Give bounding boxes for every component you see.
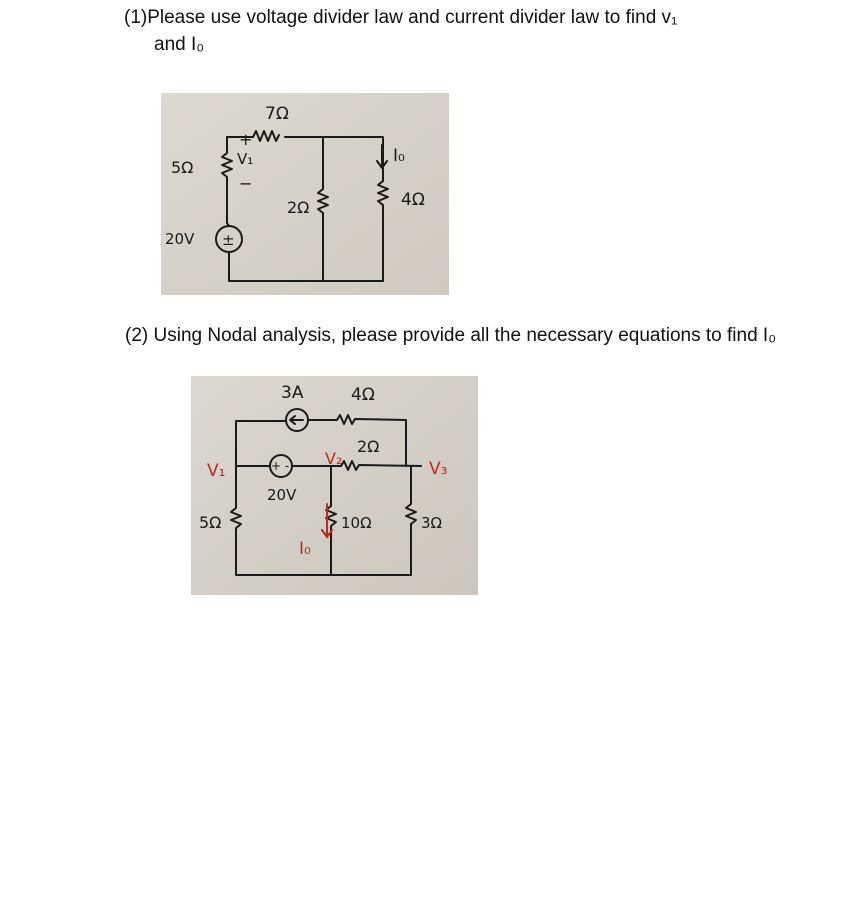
label-5-ohm: 5Ω bbox=[199, 513, 222, 532]
label-io: I₀ bbox=[393, 146, 405, 166]
question-2-text: (2) Using Nodal analysis, please provide all the necessary equations to find I₀ bbox=[125, 325, 777, 346]
label-v1: V₁ bbox=[207, 461, 226, 481]
circuit-1-drawing bbox=[161, 93, 449, 295]
label-plus: + bbox=[239, 130, 253, 149]
label-4-ohm: 4Ω bbox=[351, 385, 375, 405]
label-20v: 20V bbox=[165, 230, 195, 248]
label-v3: V₃ bbox=[429, 459, 448, 479]
label-10-ohm: 10Ω bbox=[341, 514, 372, 532]
circuit-1-photo bbox=[161, 93, 449, 295]
circuit-2-photo bbox=[191, 376, 478, 595]
label-20v: 20V bbox=[267, 486, 297, 504]
label-v2: V₂ bbox=[325, 449, 343, 468]
question-1-text bbox=[124, 4, 824, 58]
label-5-ohm: 5Ω bbox=[171, 158, 194, 177]
label-3-ohm: 3Ω bbox=[421, 514, 443, 532]
circuit-2-drawing bbox=[191, 376, 478, 595]
label-2-ohm: 2Ω bbox=[287, 198, 310, 217]
label-2-ohm: 2Ω bbox=[357, 437, 380, 456]
label-minus: − bbox=[239, 174, 253, 193]
source-sign: ± bbox=[222, 231, 235, 249]
question-1-line-1: (1)Please use voltage divider law and current divider law to find v₁ bbox=[124, 7, 678, 28]
question-1-line-2: and I₀ bbox=[154, 34, 205, 55]
label-4-ohm: 4Ω bbox=[401, 190, 425, 210]
label-io: I₀ bbox=[299, 539, 311, 559]
label-3a: 3A bbox=[281, 383, 304, 403]
label-7-ohm: 7Ω bbox=[265, 104, 289, 124]
source-sign: + - bbox=[271, 459, 290, 473]
label-v1: V₁ bbox=[237, 150, 254, 168]
